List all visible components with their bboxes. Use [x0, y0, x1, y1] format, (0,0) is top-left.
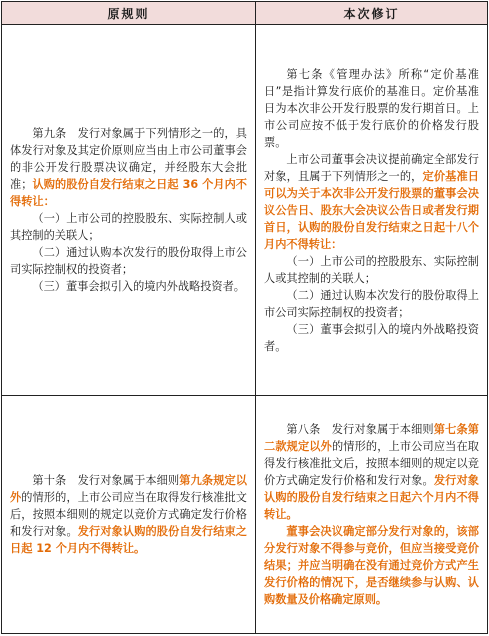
article-10-highlight-scope: 第九条规定以外 [10, 474, 247, 504]
article-8-board-clause: 董事会决议确定部分发行对象的，该部分发行对象不得参与竞价，但应当接受竞价结果；并应当明确在没有通过竞价方式产生发行价格的情况下，是否继续参与认购、认购数量及价格确定原则。 [264, 525, 479, 606]
list-item: （三）董事会拟引入的境内外战略投资者。 [32, 280, 245, 293]
list-item: （三）董事会拟引入的境内外战略投资者。 [264, 322, 479, 353]
table-row [2, 25, 488, 396]
article-7-body: 上市公司董事会决议提前确定全部发行对象，且属于下列情形之一的， [264, 152, 479, 183]
article-8-body-2: 的情形的，上市公司应当在取得发行核准批文后，按照本细则的规定以竞价方式确定发行价格和发行对象。 [264, 440, 479, 487]
article-9-body: 第九条 发行对象属于下列情形之一的，具体发行对象及其定价原则应当由上市公司董事会的非公开发行股票决议确定，并经股东大会批准； [10, 127, 247, 191]
article-8-body: 第八条 发行对象属于本细则 [286, 423, 434, 436]
article-8-text [264, 421, 479, 523]
cell-original-article-9 [2, 25, 256, 396]
article-10-highlight-lockup: 发行对象认购的股份自发行结束之日起 12 个月内不得转让。 [10, 525, 247, 555]
cell-revised-article-8 [256, 396, 488, 634]
header-current-revision: 本次修订 [256, 2, 488, 25]
article-7-colon: ： [331, 237, 343, 251]
cell-revised-article-7 [256, 25, 488, 396]
article-9-text [10, 125, 247, 210]
comparison-table [1, 1, 488, 634]
article-9-highlight: 认购的股份自发行结束之日起 36 个月内不得转让 [10, 178, 247, 208]
article-7-definition: 第七条《管理办法》所称“定价基准日”是指计算发行底价的基准日。定价基准日为本次非公开发行股票的发行期首日。上市公司应按不低于发行底价的价格发行股票。 [264, 67, 479, 149]
article-8-highlight-scope: 第七条第二款规定以外 [264, 423, 479, 453]
article-10-body-2: 的情形的，上市公司应当在取得发行核准批文后，按照本细则的规定以竞价方式确定发行价格和发行对象。 [10, 491, 247, 538]
article-7-highlight: 定价基准日可以为关于本次非公开发行股票的董事会决议公告日、股东大会决议公告日或者发行期首日，认购的股份自发行结束之日起十八个月内不得转让 [264, 169, 479, 251]
table-row [2, 396, 488, 634]
list-item: （一）上市公司的控股股东、实际控制人或其控制的关联人； [264, 254, 479, 285]
article-9-colon: ： [43, 195, 55, 208]
cell-original-article-10 [2, 396, 256, 634]
article-10-body: 第十条 发行对象属于本细则 [32, 474, 180, 487]
list-item: （二）通过认购本次发行的股份取得上市公司实际控制权的投资者； [264, 288, 479, 319]
header-row [2, 2, 488, 25]
header-original-rules: 原规则 [2, 2, 256, 25]
list-item: （一）上市公司的控股股东、实际控制人或其控制的关联人； [10, 212, 247, 242]
article-8-highlight-lockup: 发行对象认购的股份自发行结束之日起六个月内不得转让。 [264, 474, 479, 521]
list-item: （二）通过认购本次发行的股份取得上市公司实际控制权的投资者； [10, 246, 247, 276]
article-7-second-clause [264, 151, 479, 253]
article-10-text [10, 472, 247, 557]
